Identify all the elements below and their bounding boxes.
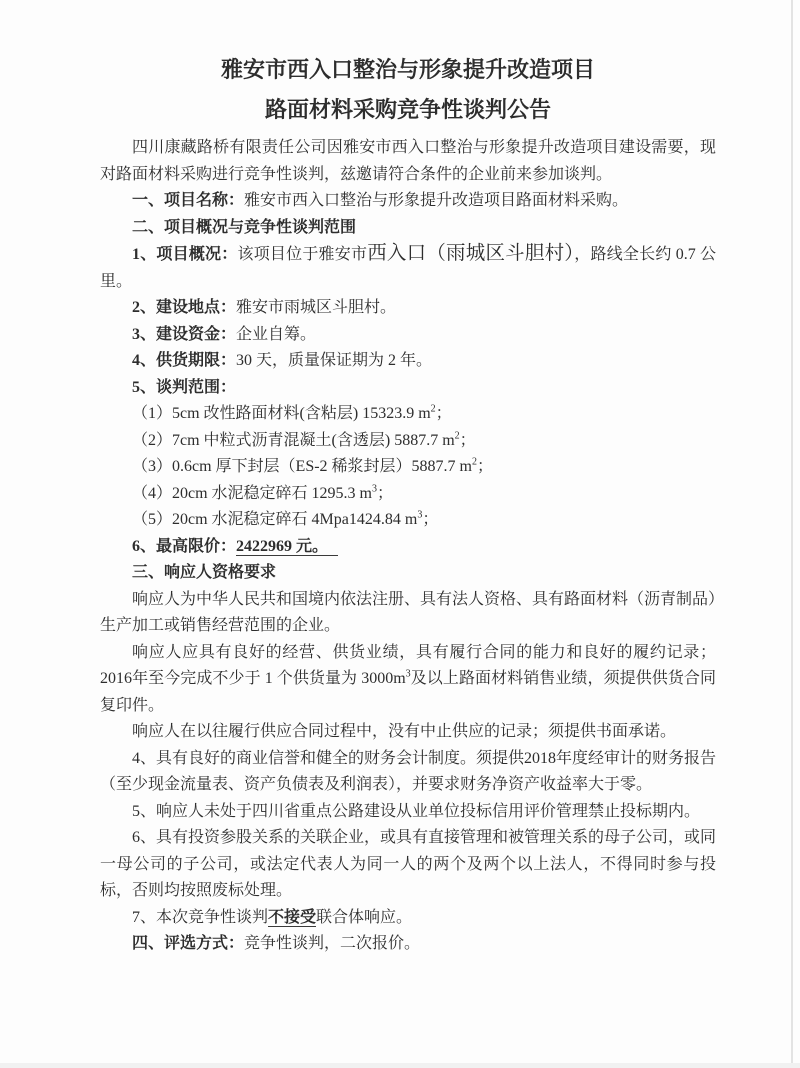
text-run: （2）7cm 中粒式沥青混凝土(含透层) 5887.7 m [132, 431, 455, 449]
qualification-item-7 [100, 905, 716, 932]
text-run: ； [422, 511, 439, 528]
text-run: ； [459, 431, 476, 449]
superscript-unit: 3 [372, 483, 377, 495]
section-1-project-name [100, 188, 716, 215]
document-title-line-1: 雅安市西入口整治与形象提升改造项目 [220, 57, 595, 82]
superscript-unit: 2 [430, 403, 436, 415]
qualification-para-2 [100, 640, 716, 720]
text-run: 三、响应人资格要求 [132, 564, 277, 581]
text-run: 2422969 元。 [236, 538, 338, 556]
text-run: 6、具有投资参股关系的关联企业，或具有直接管理和被管理关系的母子公司，或同一母公司的子公司，或法定代表人为同一人的两个及两个以上法人，不得同时参与投标，否则均按照废标处理。 [100, 829, 717, 899]
text-run: 一、项目名称： [132, 192, 245, 209]
text-run: （5）20cm 水泥稳定碎石 4Mpa1424.84 m [132, 511, 418, 528]
qualification-item-4 [100, 746, 716, 799]
text-run: 4、具有良好的商业信誉和健全的财务会计制度。须提供2018年度经审计的财务报告（至少现金流量表、资产负债表及利润表），并要求财务净资产收益率大于零。 [100, 749, 717, 793]
qualification-item-5 [100, 799, 716, 826]
section-3-heading [100, 560, 716, 587]
overview-item-2 [100, 295, 716, 322]
text-run: 二、项目概况与竞争性谈判范围 [132, 218, 357, 236]
section-4-evaluation [100, 931, 716, 958]
text-run: 及以上路面材料销售业绩，须提供供货合同复印件。 [100, 670, 716, 714]
text-run: 3、建设资金： [132, 325, 237, 343]
intro-paragraph [100, 135, 716, 188]
text-run: （3）0.6cm 厚下封层（ES-2 稀浆封层）5887.7 m [132, 458, 472, 475]
superscript-unit: 3 [405, 668, 411, 680]
scope-item-5 [100, 507, 716, 534]
text-run: 5、响应人未处于四川省重点公路建设从业单位投标信用评价管理禁止投标期内。 [132, 802, 701, 820]
text-run: ； [477, 458, 494, 475]
text-run: 响应人应具有良好的经营、供货业绩，具有履行合同的能力和良好的履约记录；2016年至今完成不少于 1 个供货量为 3000m [100, 643, 716, 687]
text-run: （4）20cm 水泥稳定碎石 1295.3 m [132, 484, 372, 502]
section-2-heading [100, 215, 716, 242]
text-run: 雅安市西入口整治与形象提升改造项目路面材料采购。 [244, 192, 629, 209]
text-run: 响应人为中华人民共和国境内依法注册、具有法人资格、具有路面材料（沥青制品）生产加工或销售经营范围的企业。 [100, 590, 717, 634]
text-run: 雅安市雨城区斗胆村。 [236, 299, 397, 316]
document-body [100, 135, 716, 958]
scope-item-4 [100, 481, 716, 508]
overview-item-6-max-price [100, 534, 716, 561]
superscript-unit: 2 [472, 456, 477, 468]
scan-edge-bottom [0, 1063, 800, 1068]
text-run: 7、本次竞争性谈判 [132, 908, 269, 926]
text-run: 6、最高限价： [132, 537, 237, 555]
qualification-para-1 [100, 587, 716, 640]
overview-item-4 [100, 348, 716, 375]
text-run: 2、建设地点： [132, 299, 237, 316]
superscript-unit: 2 [454, 430, 460, 442]
text-run: 西入口（雨城区斗胆村） [367, 243, 575, 264]
document-title-line-2: 路面材料采购竞争性谈判公告 [264, 97, 551, 122]
text-run: ； [435, 405, 452, 422]
text-run: （1）5cm 改性路面材料(含粘层) 15323.9 m [132, 405, 431, 422]
qualification-para-3 [100, 719, 716, 746]
scope-item-2 [100, 428, 716, 455]
text-run: 该项目位于雅安市 [237, 246, 368, 263]
scope-item-3 [100, 454, 716, 481]
overview-item-3 [100, 322, 716, 349]
text-run: 5、谈判范围： [132, 378, 237, 396]
text-run: 1、项目概况： [132, 246, 238, 263]
superscript-unit: 3 [417, 509, 423, 521]
text-run: 30 天，质量保证期为 2 年。 [236, 352, 433, 369]
text-run: 四、评选方式： [132, 935, 245, 952]
scan-edge-right [791, 0, 793, 1068]
overview-item-1 [100, 241, 716, 295]
text-run: 竞争性谈判，二次报价。 [244, 935, 421, 952]
overview-item-5 [100, 375, 716, 402]
text-run: 响应人在以往履行供应合同过程中，没有中止供应的记录；须提供书面承诺。 [132, 723, 677, 740]
scope-item-1 [100, 401, 716, 428]
text-run: ； [377, 484, 394, 502]
text-run: 不接受 [268, 908, 317, 926]
text-run: 四川康藏路桥有限责任公司因雅安市西入口整治与形象提升改造项目建设需要，现对路面材料采购进行竞争性谈判，兹邀请符合条件的企业前来参加谈判。 [100, 139, 716, 183]
qualification-item-6 [100, 825, 716, 905]
text-run: 4、供货期限： [132, 352, 237, 369]
text-run: 企业自筹。 [236, 325, 317, 343]
text-run: 联合体响应。 [316, 908, 413, 926]
text-run: ，路线全长约 0.7 公里。 [100, 246, 716, 290]
